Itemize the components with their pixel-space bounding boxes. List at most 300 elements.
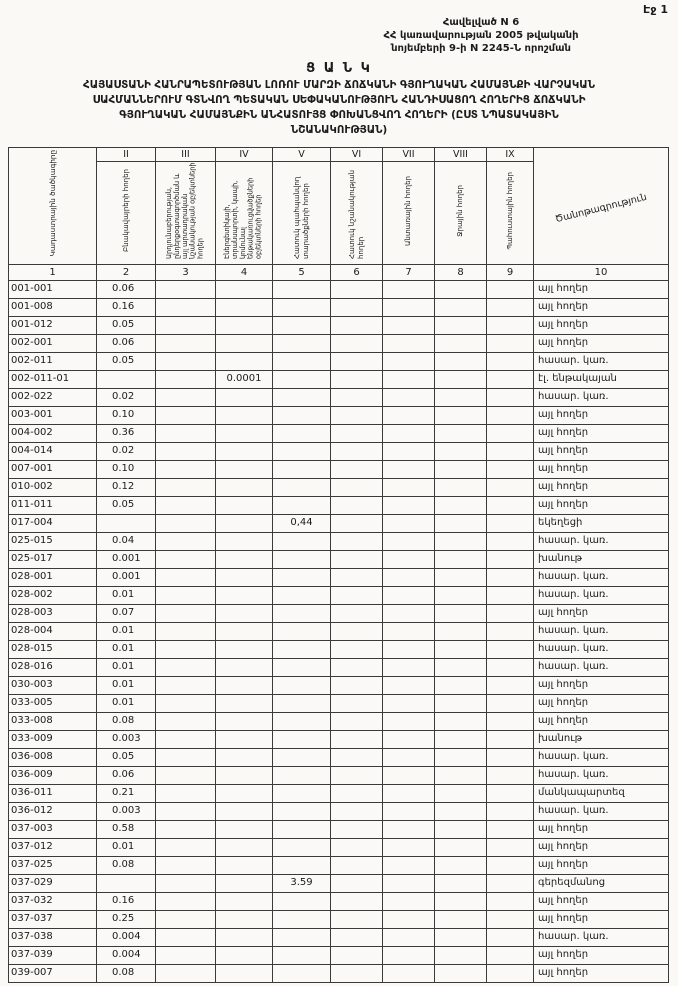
cell-area-value (156, 892, 216, 910)
cell-area-value: 0.07 (97, 604, 156, 622)
cell-area-value (487, 712, 534, 730)
roman-numeral-IV: IV (216, 147, 273, 161)
cell-cadastral-code: 033-009 (9, 730, 97, 748)
col-header-reserve-lands: Պահուստային հողեր (487, 161, 534, 264)
cell-area-value (331, 946, 383, 964)
annex-reference-block (346, 16, 616, 55)
subtitle-line-2: ՍԱՀՄԱՆՆԵՐՈՒՄ ԳՏՆՎՈՂ ՊԵՏԱԿԱՆ ՍԵՓԱԿԱՆՈՒԹՅՈՒՆ ՀԱՆԴԻՍԱՑՈՂ ՀՈՂԵՐԻՑ ՃՈՃԿԱՆԻ (92, 93, 586, 106)
cell-note: մանկապարտեզ (534, 784, 669, 802)
cell-area-value (383, 802, 435, 820)
cell-area-value (487, 766, 534, 784)
col-header-forest-lands: Անտառային հողեր (383, 161, 435, 264)
table-row (9, 910, 669, 928)
land-transfer-table (8, 147, 669, 983)
cell-note: հասար. կառ. (534, 658, 669, 676)
cell-area-value (487, 838, 534, 856)
cell-note: այլ հողեր (534, 712, 669, 730)
cell-area-value (383, 496, 435, 514)
cell-area-value (435, 550, 487, 568)
cell-area-value (216, 658, 273, 676)
cell-area-value: 0.003 (97, 802, 156, 820)
cell-area-value: 0,44 (273, 514, 331, 532)
cell-area-value: 0.25 (97, 910, 156, 928)
cell-area-value (156, 838, 216, 856)
cell-area-value (156, 910, 216, 928)
cell-area-value (383, 280, 435, 298)
cell-area-value (435, 514, 487, 532)
cell-area-value (273, 352, 331, 370)
cell-area-value (331, 964, 383, 982)
cell-area-value (216, 280, 273, 298)
cell-area-value (487, 550, 534, 568)
cell-area-value (435, 352, 487, 370)
cell-area-value: 0.05 (97, 352, 156, 370)
cell-area-value: 0.01 (97, 676, 156, 694)
cell-area-value (435, 820, 487, 838)
cell-area-value (435, 946, 487, 964)
cell-area-value (383, 388, 435, 406)
cell-cadastral-code: 037-038 (9, 928, 97, 946)
cell-area-value: 0.01 (97, 658, 156, 676)
cell-area-value (331, 856, 383, 874)
cell-area-value (435, 784, 487, 802)
cell-area-value (435, 964, 487, 982)
cell-area-value (156, 730, 216, 748)
table-row (9, 622, 669, 640)
table-row (9, 496, 669, 514)
table-row (9, 604, 669, 622)
cell-area-value: 0.001 (97, 550, 156, 568)
cell-note: այլ հողեր (534, 694, 669, 712)
cell-area-value (156, 442, 216, 460)
cell-area-value (273, 550, 331, 568)
cell-area-value (273, 442, 331, 460)
cell-area-value (487, 640, 534, 658)
cell-area-value (331, 694, 383, 712)
roman-numeral-VI: VI (331, 147, 383, 161)
cell-area-value (435, 658, 487, 676)
table-body (9, 280, 669, 982)
cell-area-value (216, 874, 273, 892)
col-number-4: 4 (216, 264, 273, 280)
cell-area-value (435, 802, 487, 820)
cell-area-value (383, 460, 435, 478)
col-number-2: 2 (97, 264, 156, 280)
cell-area-value (273, 406, 331, 424)
cell-note: հասար. կառ. (534, 928, 669, 946)
cell-area-value (331, 730, 383, 748)
roman-numeral-II: II (97, 147, 156, 161)
cell-cadastral-code: 002-022 (9, 388, 97, 406)
cell-cadastral-code: 037-037 (9, 910, 97, 928)
cell-cadastral-code: 017-004 (9, 514, 97, 532)
cell-area-value (97, 514, 156, 532)
cell-area-value: 0.05 (97, 316, 156, 334)
cell-area-value: 0.01 (97, 622, 156, 640)
cell-area-value (487, 568, 534, 586)
cell-area-value (216, 460, 273, 478)
cell-area-value (156, 856, 216, 874)
cell-area-value (383, 514, 435, 532)
cell-area-value (273, 946, 331, 964)
cell-area-value (156, 316, 216, 334)
cell-area-value (331, 874, 383, 892)
subtitle-line-1: ՀԱՅԱՍՏԱՆԻ ՀԱՆՐԱՊԵՏՈՒԹՅԱՆ ԼՈՌՈՒ ՄԱՐԶԻ ՃՈՃԿԱՆԻ ԳՅՈՒՂԱԿԱՆ ՀԱՄԱՅՆՔԻ ՎԱՐՉԱԿԱՆ (83, 79, 595, 91)
cell-area-value (216, 496, 273, 514)
cell-area-value: 0.01 (97, 586, 156, 604)
cell-area-value (273, 424, 331, 442)
cell-area-value (383, 298, 435, 316)
cell-area-value: 0.08 (97, 856, 156, 874)
cell-area-value (216, 838, 273, 856)
cell-area-value (383, 676, 435, 694)
cell-area-value (156, 964, 216, 982)
cell-area-value (435, 910, 487, 928)
cell-area-value: 0.01 (97, 640, 156, 658)
cell-area-value (487, 442, 534, 460)
cell-cadastral-code: 037-032 (9, 892, 97, 910)
cell-area-value (331, 892, 383, 910)
cell-cadastral-code: 033-008 (9, 712, 97, 730)
cell-area-value (435, 640, 487, 658)
cell-cadastral-code: 036-011 (9, 784, 97, 802)
cell-area-value: 0.10 (97, 406, 156, 424)
cell-area-value (216, 640, 273, 658)
cell-area-value (216, 388, 273, 406)
cell-area-value (273, 478, 331, 496)
cell-area-value (435, 874, 487, 892)
table-row (9, 694, 669, 712)
cell-cadastral-code: 003-001 (9, 406, 97, 424)
cell-cadastral-code: 039-007 (9, 964, 97, 982)
cell-note: խանութ (534, 730, 669, 748)
table-row (9, 820, 669, 838)
cell-area-value (383, 910, 435, 928)
cell-area-value (216, 316, 273, 334)
cell-note: այլ հողեր (534, 406, 669, 424)
cell-area-value (487, 514, 534, 532)
cell-cadastral-code: 028-002 (9, 586, 97, 604)
annex-line-1: Հավելված N 6 (442, 17, 520, 28)
table-row (9, 478, 669, 496)
cell-area-value (383, 316, 435, 334)
table-row (9, 568, 669, 586)
cell-area-value (273, 892, 331, 910)
col-number-8: 8 (435, 264, 487, 280)
cell-note: հասար. կառ. (534, 568, 669, 586)
cell-cadastral-code: 030-003 (9, 676, 97, 694)
cell-area-value (331, 748, 383, 766)
col-header-protected-territory-lands: Հատուկ պահպանվող տարածքների հողեր (273, 161, 331, 264)
cell-area-value (331, 622, 383, 640)
cell-area-value (156, 280, 216, 298)
cell-cadastral-code: 010-002 (9, 478, 97, 496)
cell-area-value (273, 856, 331, 874)
col-number-1: 1 (9, 264, 97, 280)
col-header-industrial-lands: Արդյունաբերության, ընդերքօգտագործման և այլ արտադրական նշանակության օբյեկտների հողեր (156, 161, 216, 264)
cell-cadastral-code: 028-001 (9, 568, 97, 586)
cell-area-value: 0.02 (97, 388, 156, 406)
cell-area-value (331, 334, 383, 352)
annex-line-2: ՀՀ կառավարության 2005 թվականի (383, 30, 579, 41)
cell-area-value (383, 658, 435, 676)
cell-area-value (216, 766, 273, 784)
cell-note: հասար. կառ. (534, 802, 669, 820)
cell-area-value (216, 550, 273, 568)
cell-note: հասար. կառ. (534, 622, 669, 640)
cell-area-value (216, 334, 273, 352)
cell-cadastral-code: 037-039 (9, 946, 97, 964)
cell-area-value (435, 388, 487, 406)
cell-area-value (273, 910, 331, 928)
cell-note: այլ հողեր (534, 442, 669, 460)
cell-area-value (487, 298, 534, 316)
cell-area-value (156, 604, 216, 622)
cell-note: այլ հողեր (534, 460, 669, 478)
roman-numeral-IX: IX (487, 147, 534, 161)
cell-area-value: 3.59 (273, 874, 331, 892)
cell-area-value (216, 712, 273, 730)
column-number-row (9, 264, 669, 280)
cell-area-value (383, 964, 435, 982)
cell-area-value (487, 748, 534, 766)
cell-area-value (216, 676, 273, 694)
cell-area-value (216, 910, 273, 928)
table-row (9, 712, 669, 730)
cell-area-value (273, 748, 331, 766)
cell-area-value (331, 676, 383, 694)
cell-area-value: 0.01 (97, 694, 156, 712)
cell-area-value (216, 730, 273, 748)
cell-area-value (331, 316, 383, 334)
col-number-7: 7 (383, 264, 435, 280)
cell-area-value (435, 586, 487, 604)
cell-area-value (487, 730, 534, 748)
cell-area-value (435, 928, 487, 946)
cell-cadastral-code: 037-003 (9, 820, 97, 838)
cell-area-value (383, 694, 435, 712)
cell-area-value (273, 532, 331, 550)
cell-area-value (273, 334, 331, 352)
cell-note: այլ հողեր (534, 496, 669, 514)
cell-area-value (487, 370, 534, 388)
cell-area-value (487, 280, 534, 298)
cell-area-value (273, 820, 331, 838)
table-row (9, 946, 669, 964)
col-number-10: 10 (534, 264, 669, 280)
cell-area-value (331, 640, 383, 658)
document-subtitle (0, 78, 678, 138)
table-row (9, 280, 669, 298)
table-row (9, 460, 669, 478)
cell-area-value (383, 946, 435, 964)
roman-numeral-V: V (273, 147, 331, 161)
cell-area-value (331, 388, 383, 406)
cell-area-value: 0.06 (97, 766, 156, 784)
cell-cadastral-code: 004-002 (9, 424, 97, 442)
cell-area-value (216, 298, 273, 316)
cell-area-value (331, 766, 383, 784)
cell-area-value (383, 766, 435, 784)
cell-area-value (487, 694, 534, 712)
cell-area-value (331, 280, 383, 298)
cell-area-value (435, 496, 487, 514)
cell-area-value (435, 622, 487, 640)
cell-area-value (487, 496, 534, 514)
cell-area-value: 0.0001 (216, 370, 273, 388)
cell-area-value (156, 820, 216, 838)
cell-area-value (273, 622, 331, 640)
col-number-5: 5 (273, 264, 331, 280)
cell-area-value (156, 550, 216, 568)
table-row (9, 334, 669, 352)
cell-cadastral-code: 028-003 (9, 604, 97, 622)
cell-area-value (273, 658, 331, 676)
cell-area-value: 0.02 (97, 442, 156, 460)
cell-area-value (156, 388, 216, 406)
cell-area-value (487, 784, 534, 802)
cell-area-value (331, 442, 383, 460)
cell-area-value (156, 748, 216, 766)
cell-area-value (383, 784, 435, 802)
cell-area-value: 0.58 (97, 820, 156, 838)
cell-area-value: 0.004 (97, 946, 156, 964)
cell-area-value (383, 568, 435, 586)
cell-area-value (383, 424, 435, 442)
table-row (9, 658, 669, 676)
table-row (9, 298, 669, 316)
cell-area-value (156, 802, 216, 820)
document-title: Ց Ա Ն Կ (306, 61, 372, 76)
cell-area-value (487, 478, 534, 496)
cell-area-value (331, 802, 383, 820)
cadastral-code-header-label: Կադաստրային ծածկագիրը (48, 150, 57, 257)
cell-area-value (331, 460, 383, 478)
cell-note: այլ հողեր (534, 856, 669, 874)
cell-area-value (487, 856, 534, 874)
cell-area-value (156, 694, 216, 712)
cell-area-value (273, 784, 331, 802)
cell-area-value (435, 532, 487, 550)
cell-area-value (273, 766, 331, 784)
cell-note: այլ հողեր (534, 838, 669, 856)
cell-area-value (216, 568, 273, 586)
cell-area-value: 0.21 (97, 784, 156, 802)
cell-note: այլ հողեր (534, 334, 669, 352)
cell-area-value (383, 550, 435, 568)
page-number-label: Էջ 1 (643, 3, 668, 16)
cell-area-value: 0.003 (97, 730, 156, 748)
cell-area-value: 0.16 (97, 892, 156, 910)
cell-area-value (216, 352, 273, 370)
cell-area-value (435, 892, 487, 910)
cell-area-value (156, 640, 216, 658)
cell-area-value (383, 622, 435, 640)
cell-note: այլ հողեր (534, 676, 669, 694)
cell-area-value (487, 388, 534, 406)
cell-area-value (435, 766, 487, 784)
cell-area-value (331, 784, 383, 802)
table-row (9, 316, 669, 334)
cell-area-value (331, 604, 383, 622)
cell-cadastral-code: 036-009 (9, 766, 97, 784)
table-row (9, 784, 669, 802)
cell-cadastral-code: 036-012 (9, 802, 97, 820)
cell-area-value (487, 604, 534, 622)
cell-note: այլ հողեր (534, 604, 669, 622)
col-header-special-purpose-lands: Հատուկ նշանակության հողեր (331, 161, 383, 264)
cell-area-value (156, 874, 216, 892)
cell-area-value (487, 964, 534, 982)
cell-area-value (216, 442, 273, 460)
cell-area-value (156, 928, 216, 946)
cell-area-value (435, 478, 487, 496)
cell-area-value (435, 316, 487, 334)
cell-area-value (331, 712, 383, 730)
cell-area-value (156, 568, 216, 586)
annex-line-3: նոյեմբերի 9-ի N 2245-Ն որոշման (391, 43, 571, 54)
cell-note: այլ հողեր (534, 910, 669, 928)
cell-area-value (216, 892, 273, 910)
cell-note: հասար. կառ. (534, 748, 669, 766)
cell-note: այլ հողեր (534, 892, 669, 910)
table-row (9, 766, 669, 784)
cell-area-value (273, 316, 331, 334)
table-row (9, 352, 669, 370)
cell-area-value (331, 838, 383, 856)
cell-area-value: 0.06 (97, 334, 156, 352)
cell-cadastral-code: 025-017 (9, 550, 97, 568)
cell-note: եկեղեցի (534, 514, 669, 532)
table-row (9, 838, 669, 856)
cell-area-value (273, 712, 331, 730)
cell-area-value (331, 406, 383, 424)
cell-cadastral-code: 028-004 (9, 622, 97, 640)
cell-area-value (156, 334, 216, 352)
table-row (9, 964, 669, 982)
col-number-3: 3 (156, 264, 216, 280)
cell-area-value (156, 622, 216, 640)
cell-area-value (216, 784, 273, 802)
cell-note: հասար. կառ. (534, 352, 669, 370)
cell-area-value (216, 820, 273, 838)
cell-area-value (97, 370, 156, 388)
cell-area-value (216, 964, 273, 982)
cell-cadastral-code: 037-012 (9, 838, 97, 856)
cell-area-value (156, 406, 216, 424)
col-header-water-lands: Ջրային հողեր (435, 161, 487, 264)
cell-area-value (435, 838, 487, 856)
cell-area-value (331, 550, 383, 568)
cell-cadastral-code: 002-011-01 (9, 370, 97, 388)
cell-note: այլ հողեր (534, 820, 669, 838)
cell-area-value: 0.05 (97, 748, 156, 766)
cell-area-value (435, 730, 487, 748)
cell-area-value (383, 838, 435, 856)
cell-area-value (273, 280, 331, 298)
cell-area-value (435, 298, 487, 316)
cell-area-value (435, 424, 487, 442)
cell-area-value (435, 676, 487, 694)
cell-area-value (216, 946, 273, 964)
cell-area-value: 0.08 (97, 712, 156, 730)
cell-area-value (487, 622, 534, 640)
cell-area-value (156, 496, 216, 514)
cell-area-value (156, 370, 216, 388)
cell-area-value: 0.001 (97, 568, 156, 586)
table-row (9, 388, 669, 406)
cell-area-value (331, 820, 383, 838)
